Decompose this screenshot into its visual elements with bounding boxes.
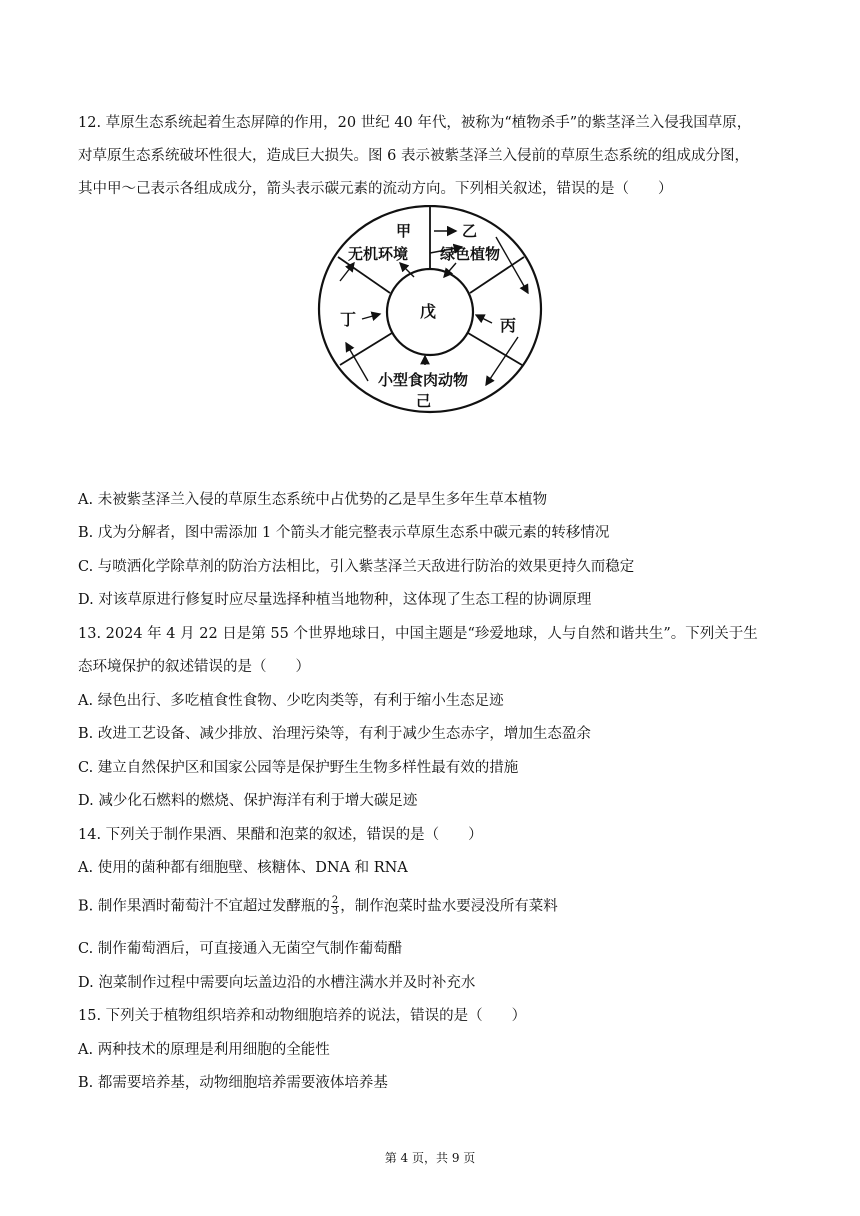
q14-option-b <box>78 896 558 917</box>
q12-option-b: B. 戊为分解者，图中需添加 1 个箭头才能完整表示草原生态系中碳元素的转移情况 <box>78 525 610 541</box>
fraction-denominator: 3 <box>331 906 339 917</box>
q15-stem: 15. 下列关于植物组织培养和动物细胞培养的说法，错误的是（ ） <box>78 1008 527 1024</box>
label-xiaoxing-shirou-dongwu: 小型食肉动物 <box>378 371 469 389</box>
q13-option-c: C. 建立自然保护区和国家公园等是保护野生生物多样性最有效的措施 <box>78 760 519 776</box>
q14-option-a: A. 使用的菌种都有细胞壁、核糖体、DNA 和 RNA <box>78 860 408 876</box>
arrow-left-ring <box>340 263 354 281</box>
q12-stem-line1: 12. 草原生态系统起着生态屏障的作用，20 世纪 40 年代，被称为“植物杀手”的紫茎泽兰入侵我国草原， <box>78 115 752 131</box>
q13-stem-line1: 13. 2024 年 4 月 22 日是第 55 个世界地球日，中国主题是“珍爱地球，人与自然和谐共生”。下列关于生 <box>78 626 758 642</box>
fraction-two-thirds <box>331 896 339 917</box>
q13-option-d: D. 减少化石燃料的燃烧、保护海洋有利于增大碳足迹 <box>78 793 418 809</box>
q14-stem: 14. 下列关于制作果酒、果醋和泡菜的叙述，错误的是（ ） <box>78 827 483 843</box>
q13-option-a: A. 绿色出行、多吃植食性食物、少吃肉类等，有利于缩小生态足迹 <box>78 693 504 709</box>
q12-stem-line3: 其中甲～己表示各组成成分，箭头表示碳元素的流动方向。下列相关叙述，错误的是（ ） <box>78 181 673 197</box>
label-ding: 丁 <box>340 310 357 329</box>
ecosystem-diagram-svg <box>316 205 546 417</box>
q14-option-b-post: ，制作泡菜时盐水要浸没所有菜料 <box>340 898 558 915</box>
q12-option-a: A. 未被紫茎泽兰入侵的草原生态系统中占优势的乙是旱生多年生草本植物 <box>78 492 548 508</box>
q13-stem-line2: 态环境保护的叙述错误的是（ ） <box>78 659 310 675</box>
ecosystem-diagram <box>316 205 546 417</box>
label-yi: 乙 <box>462 222 478 240</box>
divider-lower-left <box>340 333 392 365</box>
page-footer: 第 4 页，共 9 页 <box>384 1151 476 1165</box>
q15-option-a: A. 两种技术的原理是利用细胞的全能性 <box>78 1042 330 1058</box>
q14-option-b-pre: B. 制作果酒时葡萄汁不宜超过发酵瓶的 <box>78 898 330 915</box>
q14-option-d: D. 泡菜制作过程中需要向坛盖边沿的水槽注满水并及时补充水 <box>78 975 476 991</box>
label-wu: 戊 <box>420 302 437 321</box>
label-jia: 甲 <box>396 222 412 240</box>
q12-stem-line2: 对草原生态系统破坏性很大，造成巨大损失。图 6 表示被紫茎泽兰入侵前的草原生态系统的组成成分图， <box>78 148 749 164</box>
q13-option-b: B. 改进工艺设备、减少排放、治理污染等，有利于减少生态赤字，增加生态盈余 <box>78 726 591 742</box>
label-lvse-zhiwu: 绿色植物 <box>440 245 501 263</box>
arrow-right-ring <box>496 237 528 293</box>
q15-option-b: B. 都需要培养基，动物细胞培养需要液体培养基 <box>78 1075 388 1091</box>
q12-option-c: C. 与喷洒化学除草剂的防治方法相比，引入紫茎泽兰天敌进行防治的效果更持久而稳定 <box>78 559 635 575</box>
q14-option-c: C. 制作葡萄酒后，可直接通入无菌空气制作葡萄醋 <box>78 941 403 957</box>
q12-option-d: D. 对该草原进行修复时应尽量选择种植当地物种，这体现了生态工程的协调原理 <box>78 592 592 608</box>
fraction-numerator: 2 <box>331 895 339 906</box>
label-bing: 丙 <box>500 316 517 335</box>
arrow-ding-to-wu <box>362 314 380 319</box>
divider-lower-right <box>468 333 522 365</box>
arrow-left-lower-ring <box>346 343 368 381</box>
label-ji: 己 <box>416 392 432 410</box>
label-wuji-huanjing: 无机环境 <box>348 245 409 263</box>
arrow-bing-to-wu <box>476 315 492 323</box>
